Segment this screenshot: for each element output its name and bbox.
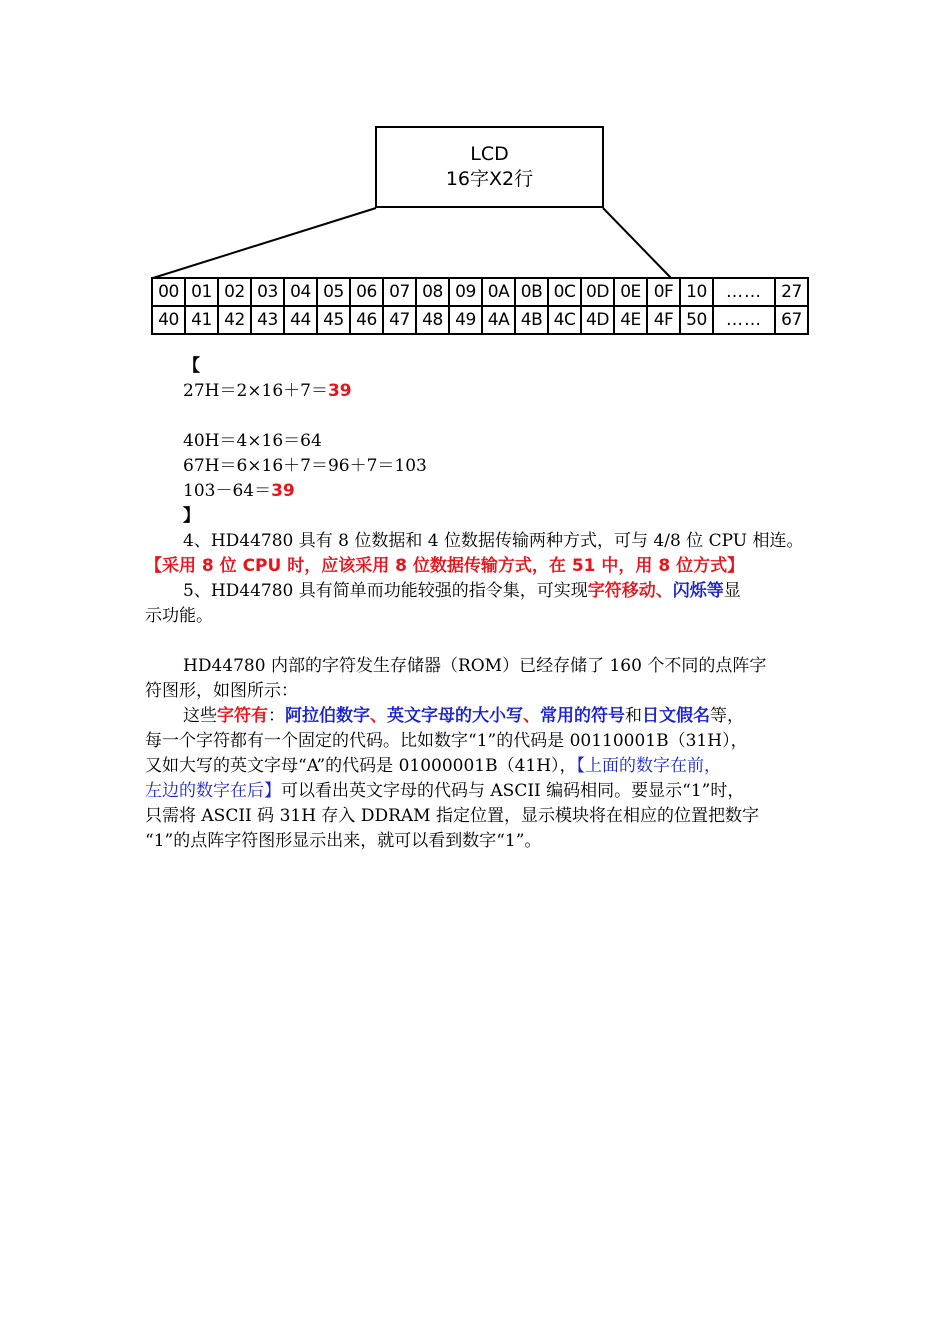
ddram-address-table: [151, 277, 809, 335]
address-cell: ……: [713, 306, 775, 334]
close-bracket: 】: [183, 506, 200, 526]
address-cell: 41: [185, 306, 218, 334]
address-cell: 27: [775, 278, 808, 306]
address-cell: 4E: [614, 306, 647, 334]
p7-separator: 、: [370, 706, 387, 726]
p7-highlight-digits: 阿拉伯数字: [285, 706, 370, 726]
address-cell: 50: [680, 306, 713, 334]
calc-line-2: 40H＝4×16＝64: [183, 431, 322, 451]
address-cell: 47: [383, 306, 416, 334]
address-cell: 4D: [581, 306, 614, 334]
address-cell: 0D: [581, 278, 614, 306]
p7-and: 和: [625, 706, 642, 726]
lcd-box: [375, 126, 604, 208]
address-cell: 46: [350, 306, 383, 334]
paragraph-12: “1”的点阵字符图形显示出来，就可以看到数字“1”。: [145, 831, 542, 851]
address-cell: 05: [317, 278, 350, 306]
address-cell: 01: [185, 278, 218, 306]
address-cell: 48: [416, 306, 449, 334]
p5-text: 5、HD44780 具有简单而功能较强的指令集，可实现: [183, 581, 588, 601]
blank-line: [145, 629, 815, 654]
address-cell: 4A: [482, 306, 515, 334]
p7-highlight-kana: 日文假名: [642, 706, 710, 726]
p7-end: 等，: [710, 706, 744, 726]
address-cell: 44: [284, 306, 317, 334]
address-cell: 43: [251, 306, 284, 334]
calc-line-4: [145, 479, 815, 504]
blank-line: [145, 404, 815, 429]
p9-note: 【上面的数字在前，: [576, 756, 722, 776]
p5-highlight-red: 字符移动、: [587, 581, 673, 601]
paragraph-7: [145, 704, 815, 729]
p7-highlight-red: 字符有: [217, 706, 268, 726]
address-cell: 0B: [515, 278, 548, 306]
address-cell: 06: [350, 278, 383, 306]
calc-text: 27H＝2×16＋7＝: [183, 381, 328, 401]
address-cell: 40: [152, 306, 185, 334]
paragraph-5: [145, 579, 815, 604]
p10-text: 可以看出英文字母的代码与 ASCII 编码相同。要显示“1”时，: [281, 781, 745, 801]
p7-text: 这些: [183, 706, 217, 726]
p7-separator: 、: [523, 706, 540, 726]
paragraph-4: 4、HD44780 具有 8 位数据和 4 位数据传输两种方式，可与 4/8 位 CPU 相连。: [183, 531, 804, 551]
address-cell: 09: [449, 278, 482, 306]
address-cell: 4B: [515, 306, 548, 334]
address-cell: 4C: [548, 306, 581, 334]
lcd-subtitle: 16字X2行: [445, 168, 534, 190]
p7-highlight-symbols: 常用的符号: [540, 706, 625, 726]
address-cell: 08: [416, 278, 449, 306]
open-bracket: 【: [183, 356, 200, 376]
paragraph-11: 只需将 ASCII 码 31H 存入 DDRAM 指定位置，显示模块将在相应的位置把数字: [145, 806, 759, 826]
address-cell: 42: [218, 306, 251, 334]
calc-result: 39: [271, 481, 295, 501]
calc-text: 103－64＝: [183, 481, 272, 501]
address-cell: 0F: [647, 278, 680, 306]
address-cell: 45: [317, 306, 350, 334]
paragraph-6: HD44780 内部的字符发生存储器（ROM）已经存储了 160 个不同的点阵字: [183, 656, 767, 676]
p7-highlight-letters: 英文字母的大小写: [387, 706, 523, 726]
address-cell: 02: [218, 278, 251, 306]
p7-colon: ：: [268, 706, 285, 726]
calc-line-1: [145, 379, 815, 404]
address-cell: 04: [284, 278, 317, 306]
address-cell: 07: [383, 278, 416, 306]
address-cell: 00: [152, 278, 185, 306]
p9-text: 又如大写的英文字母“A”的代码是 01000001B（41H），: [145, 756, 577, 776]
calc-result: 39: [327, 381, 352, 401]
paragraph-10: [145, 779, 815, 804]
address-cell: 03: [251, 278, 284, 306]
paragraph-6-cont: 符图形，如图所示：: [145, 681, 298, 701]
address-cell: 10: [680, 278, 713, 306]
address-cell: 0A: [482, 278, 515, 306]
p5-highlight-blue: 闪烁等: [672, 581, 724, 601]
address-cell: 67: [775, 306, 808, 334]
lcd-address-diagram: [0, 0, 950, 350]
calc-line-3: 67H＝6×16＋7＝96＋7＝103: [183, 456, 427, 476]
paragraph-8: 每一个字符都有一个固定的代码。比如数字“1”的代码是 00110001B（31H），: [145, 731, 748, 751]
address-cell: 0E: [614, 278, 647, 306]
paragraph-4-note: 【采用 8 位 CPU 时，应该采用 8 位数据传输方式，在 51 中，用 8 位方式】: [145, 556, 745, 576]
address-cell: 49: [449, 306, 482, 334]
document-body: [145, 354, 815, 854]
p5-text-end: 显: [723, 581, 741, 601]
address-cell: 4F: [647, 306, 680, 334]
p10-note: 左边的数字在后】: [145, 781, 281, 801]
paragraph-5-cont: 示功能。: [145, 606, 213, 626]
address-cell: ……: [713, 278, 775, 306]
lcd-title: LCD: [470, 143, 509, 165]
address-row-2: [152, 306, 808, 334]
address-cell: 0C: [548, 278, 581, 306]
paragraph-9: [145, 754, 815, 779]
address-row-1: [152, 278, 808, 306]
